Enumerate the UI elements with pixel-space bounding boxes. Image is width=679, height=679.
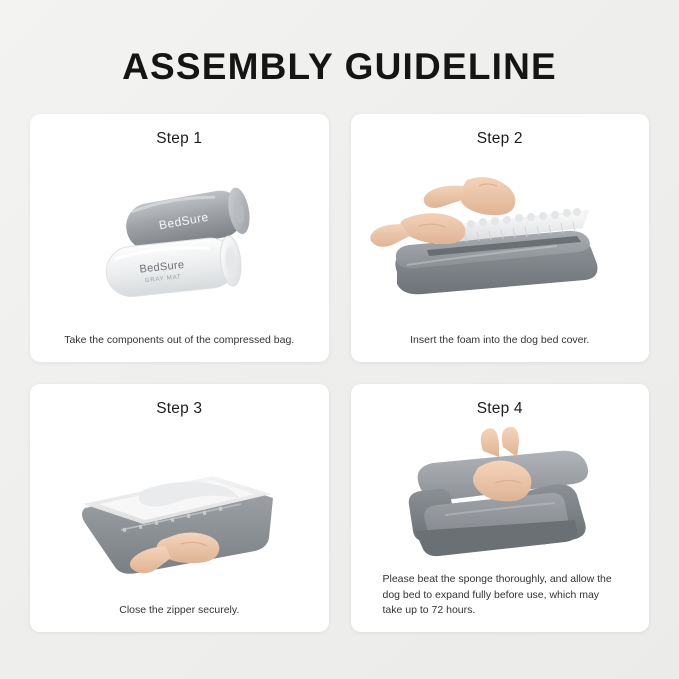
step-caption: Please beat the sponge thoroughly, and allow the dog bed to expand fully before use, which may take up to 72 hours. <box>382 573 612 616</box>
steps-grid <box>30 114 649 632</box>
svg-text:BedSure: BedSure <box>139 259 186 276</box>
step-label: Step 3 <box>156 400 203 417</box>
step-caption: Take the components out of the compressed bag. <box>64 333 295 346</box>
step-label: Step 1 <box>156 130 203 147</box>
step-illustration-2 <box>365 152 636 333</box>
step-label: Step 2 <box>476 130 523 147</box>
step-card-1 <box>30 114 329 362</box>
step-illustration-1 <box>44 152 315 333</box>
svg-text:BedSure: BedSure <box>158 210 211 233</box>
svg-text:GRAY MAT: GRAY MAT <box>144 274 183 285</box>
step-card-4 <box>351 384 650 632</box>
hand-closing-zipper-icon <box>59 442 299 582</box>
step-caption: Close the zipper securely. <box>119 603 240 616</box>
step-card-2 <box>351 114 650 362</box>
step-label: Step 4 <box>476 400 523 417</box>
page-title: ASSEMBLY GUIDELINE <box>122 46 557 87</box>
hands-inserting-foam-icon <box>367 166 632 318</box>
step-illustration-3 <box>44 422 315 603</box>
step-caption: Insert the foam into the dog bed cover. <box>410 333 590 346</box>
hands-beating-sponge-icon <box>375 427 625 567</box>
step-card-3 <box>30 384 329 632</box>
step-illustration-4 <box>365 422 636 572</box>
compressed-rolls-icon <box>64 167 294 317</box>
